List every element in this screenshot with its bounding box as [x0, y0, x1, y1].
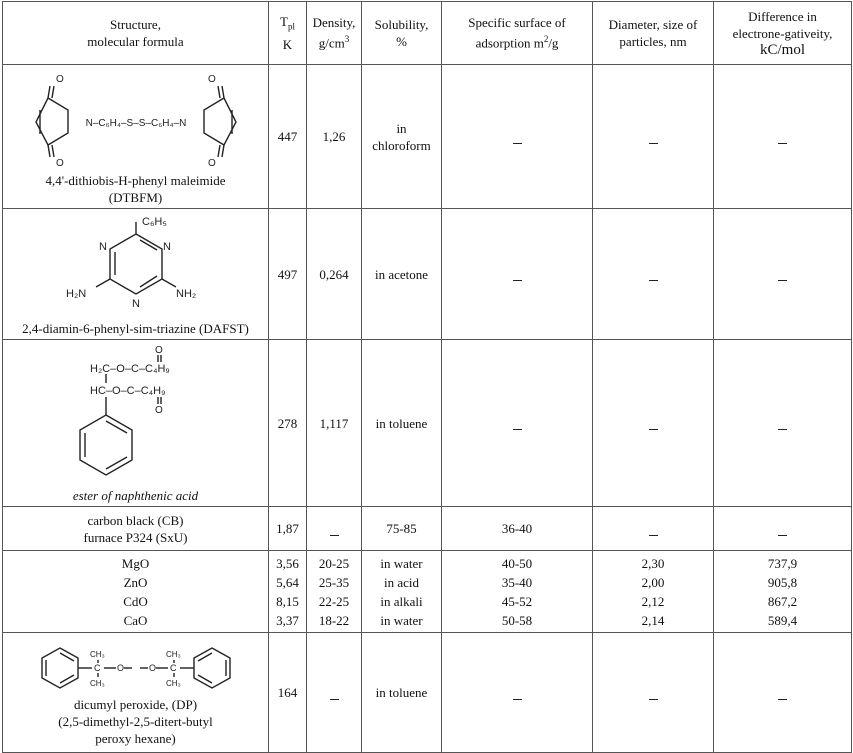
ester-line1-label: H₂C–O–C–C₄H₉ — [89, 363, 170, 375]
compound-grade: furnace P324 (SxU) — [83, 529, 188, 545]
solubility-value: in water — [380, 612, 423, 628]
dtbfm-o-label: O — [55, 74, 64, 85]
table-row — [3, 209, 852, 340]
surface-value: 45-52 — [501, 593, 533, 609]
difference-cell — [714, 507, 852, 551]
solubility-cell: 75-85 — [362, 507, 442, 551]
dafst-n-label: N — [98, 241, 107, 253]
structure-cell-ester — [3, 340, 269, 507]
empty-dash — [330, 535, 339, 536]
table-row — [3, 633, 852, 753]
header-diff-line1: Difference in — [748, 8, 817, 24]
empty-dash — [513, 280, 522, 281]
dtbfm-o-label: O — [55, 158, 64, 168]
solubility-cell — [362, 551, 442, 633]
surface-value: 40-50 — [501, 555, 533, 571]
diameter-cell — [593, 340, 714, 507]
dafst-n-label: N — [131, 298, 140, 310]
difference-value: 737,9 — [767, 555, 798, 571]
dafst-amine-label: H₂N — [65, 288, 86, 300]
empty-dash — [649, 535, 658, 536]
density-value: 18-22 — [318, 612, 350, 628]
header-solubility-unit: % — [396, 34, 407, 49]
difference-cell — [714, 551, 852, 633]
header-density-unit: g/cm — [318, 35, 345, 51]
surface-cell: 36-40 — [442, 507, 593, 551]
dp-oxygen-label: O — [116, 662, 124, 673]
ester-line2-label: HC–O–C–C₄H₉ — [89, 385, 165, 397]
tpl-value: 3,56 — [276, 555, 299, 571]
structure-cell-carbon-black — [3, 507, 269, 551]
header-diameter — [593, 2, 714, 65]
table-row — [3, 551, 852, 633]
tpl-value: 8,15 — [276, 593, 299, 609]
header-density-sup: 3 — [344, 34, 350, 45]
tpl-cell: 447 — [269, 65, 307, 209]
surface-cell — [442, 65, 593, 209]
dafst-structure-diagram — [36, 212, 236, 316]
solubility-line2: chloroform — [372, 137, 431, 153]
surface-value: 50-58 — [501, 612, 533, 628]
difference-value: 589,4 — [767, 612, 798, 628]
diameter-cell — [593, 507, 714, 551]
diameter-cell — [593, 633, 714, 753]
difference-cell — [714, 209, 852, 340]
tpl-cell: 497 — [269, 209, 307, 340]
density-cell — [307, 507, 362, 551]
compound-name: 4,4'-dithiobis-H-phenyl maleimide — [45, 173, 226, 188]
oxide-name: ZnO — [123, 574, 148, 590]
diameter-value: 2,00 — [641, 574, 665, 590]
header-diameter-line2: particles, nm — [619, 34, 687, 49]
density-cell: 1,117 — [307, 340, 362, 507]
compound-name-part2: naphthenic acid — [114, 488, 199, 503]
header-surface-sup: 2 — [543, 34, 549, 45]
compound-name: carbon black (CB) — [87, 512, 184, 528]
ester-structure-diagram — [36, 343, 236, 483]
properties-table — [2, 1, 852, 753]
header-tpl-unit: K — [282, 36, 293, 52]
dafst-n-label: N — [162, 241, 171, 253]
solubility-line1: in — [396, 120, 407, 136]
oxide-name: CdO — [123, 593, 148, 609]
header-surface-line1: Specific surface of — [468, 15, 566, 31]
compound-name-line2: (2,5-dimethyl-2,5-ditert-butyl — [58, 713, 213, 729]
density-value: 20-25 — [318, 555, 350, 571]
surface-value: 35-40 — [501, 574, 533, 590]
difference-cell — [714, 65, 852, 209]
tpl-cell — [269, 551, 307, 633]
oxide-name: MgO — [121, 555, 150, 571]
ester-o-label: O — [154, 405, 163, 416]
dafst-amine-label: NH₂ — [175, 288, 196, 300]
header-structure — [3, 2, 269, 65]
solubility-cell: in toluene — [362, 633, 442, 753]
density-value: 25-35 — [318, 574, 350, 590]
solubility-value: in alkali — [380, 593, 423, 609]
header-surface — [442, 2, 593, 65]
dp-methyl-label: CH₃ — [165, 678, 181, 688]
empty-dash — [513, 699, 522, 700]
table-row — [3, 507, 852, 551]
density-value: 22-25 — [318, 593, 350, 609]
header-density — [307, 2, 362, 65]
difference-cell — [714, 340, 852, 507]
empty-dash — [778, 280, 787, 281]
dp-methyl-label: CH₃ — [89, 649, 105, 659]
header-row — [3, 2, 852, 65]
empty-dash — [778, 535, 787, 536]
dafst-phenyl-label: C₆H₅ — [141, 216, 167, 228]
oxide-names-cell — [3, 551, 269, 633]
compound-name-line3: peroxy hexane) — [95, 730, 176, 746]
tpl-value: 5,64 — [276, 574, 299, 590]
empty-dash — [649, 429, 658, 430]
header-solubility — [362, 2, 442, 65]
header-density-line1: Density, — [312, 15, 356, 31]
dp-carbon-label: C — [169, 662, 176, 673]
compound-name: 2,4-diamin-6-phenyl-sim-triazine (DAFST) — [22, 321, 249, 336]
tpl-cell: 278 — [269, 340, 307, 507]
header-surface-tail: /g — [548, 35, 559, 51]
solubility-value: in water — [380, 555, 423, 571]
empty-dash — [778, 429, 787, 430]
structure-cell-dtbfm — [3, 65, 269, 209]
table-row — [3, 65, 852, 209]
surface-cell — [442, 340, 593, 507]
tpl-cell: 1,87 — [269, 507, 307, 551]
empty-dash — [649, 280, 658, 281]
header-surface-line2: adsorption m — [475, 35, 544, 51]
difference-cell — [714, 633, 852, 753]
dp-carbon-label: C — [93, 662, 100, 673]
solubility-cell: in acetone — [362, 209, 442, 340]
tpl-cell: 164 — [269, 633, 307, 753]
density-cell — [307, 633, 362, 753]
compound-name: dicumyl peroxide, (DP) — [73, 696, 198, 712]
solubility-cell: in toluene — [362, 340, 442, 507]
empty-dash — [778, 143, 787, 144]
header-tpl-sub: pl — [287, 21, 295, 32]
dp-structure-diagram — [36, 640, 236, 692]
header-tpl-base: T — [280, 14, 288, 30]
empty-dash — [330, 699, 339, 700]
diameter-value: 2,30 — [641, 555, 665, 571]
structure-cell-dafst — [3, 209, 269, 340]
solubility-value: in acid — [383, 574, 419, 590]
compound-abbreviation: (DTBFM) — [108, 190, 163, 205]
header-difference — [714, 2, 852, 65]
header-solubility-line1: Solubility, — [374, 17, 429, 32]
dp-methyl-label: CH₃ — [89, 678, 105, 688]
dp-oxygen-label: O — [148, 662, 156, 673]
dtbfm-structure-diagram — [6, 68, 266, 168]
density-cell: 0,264 — [307, 209, 362, 340]
surface-cell — [442, 633, 593, 753]
empty-dash — [513, 143, 522, 144]
header-structure-line1: Structure, — [110, 17, 161, 32]
diameter-cell — [593, 209, 714, 340]
table-row — [3, 340, 852, 507]
empty-dash — [513, 429, 522, 430]
dp-methyl-label: CH₃ — [165, 649, 181, 659]
difference-value: 905,8 — [767, 574, 798, 590]
header-diff-line2: electrone-gativeity, — [732, 25, 833, 41]
oxide-name: CaO — [123, 612, 148, 628]
density-cell — [307, 551, 362, 633]
dtbfm-o-label: O — [207, 74, 216, 85]
compound-name — [5, 487, 266, 504]
header-diameter-line1: Diameter, size of — [608, 17, 698, 32]
header-diff-line3: kC/mol — [759, 41, 805, 58]
header-tpl — [269, 2, 307, 65]
header-structure-line2: molecular formula — [87, 34, 184, 49]
surface-cell — [442, 209, 593, 340]
diameter-cell — [593, 65, 714, 209]
diameter-cell — [593, 551, 714, 633]
ester-o-label: O — [154, 345, 163, 356]
structure-cell-dp — [3, 633, 269, 753]
surface-cell — [442, 551, 593, 633]
empty-dash — [649, 699, 658, 700]
dtbfm-chain-text: N–C₆H₄–S–S–C₆H₄–N — [85, 118, 186, 129]
empty-dash — [649, 143, 658, 144]
diameter-value: 2,14 — [641, 612, 665, 628]
difference-value: 867,2 — [767, 593, 798, 609]
density-cell: 1,26 — [307, 65, 362, 209]
dtbfm-o-label: O — [207, 158, 216, 168]
empty-dash — [778, 699, 787, 700]
tpl-value: 3,37 — [276, 612, 299, 628]
diameter-value: 2,12 — [641, 593, 665, 609]
compound-name-part1: ester of — [72, 488, 115, 503]
solubility-cell — [362, 65, 442, 209]
